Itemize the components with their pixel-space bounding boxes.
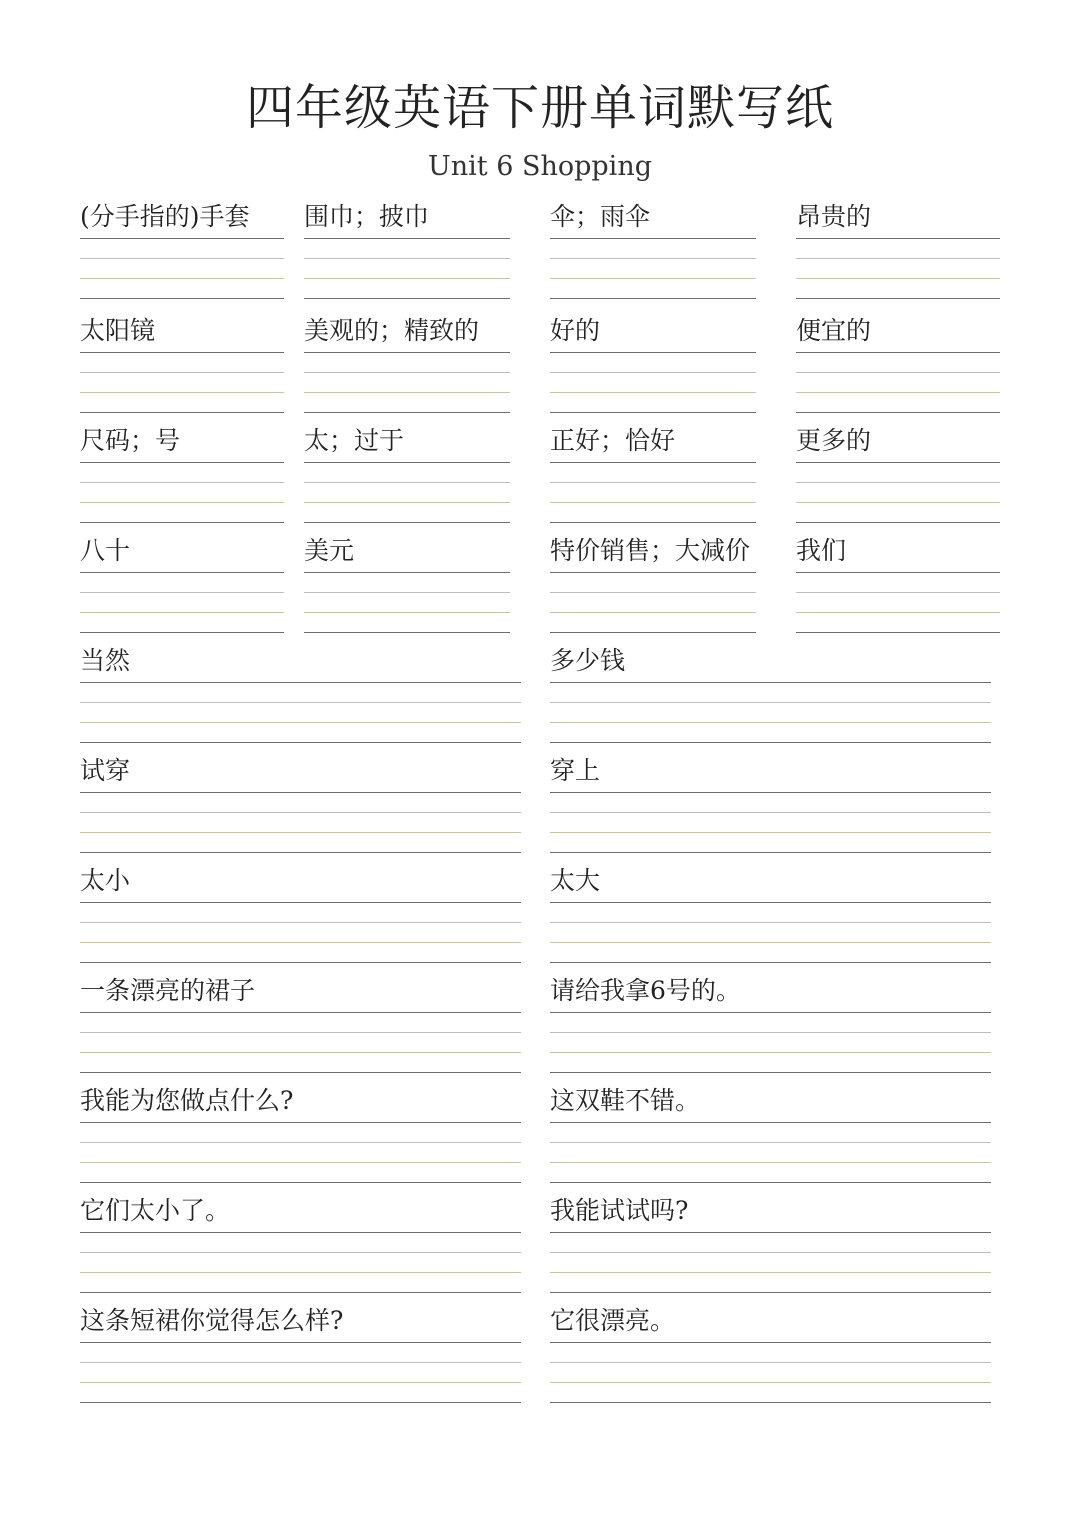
writing-line-4[interactable] (550, 632, 756, 633)
writing-line-3[interactable] (80, 722, 521, 723)
writing-line-4[interactable] (80, 1072, 521, 1073)
writing-line-4[interactable] (80, 298, 284, 299)
writing-line-4[interactable] (550, 742, 991, 743)
unit-subtitle: Unit 6 Shopping (428, 151, 652, 182)
word-cell-label: 太；过于 (304, 426, 405, 455)
phrase-cell-label: 我能试试吗? (550, 1196, 689, 1225)
word-cell (304, 424, 510, 524)
writing-line-2[interactable] (80, 1032, 521, 1033)
writing-line-1[interactable] (80, 682, 521, 683)
word-cell (80, 424, 284, 524)
writing-line-1[interactable] (796, 238, 1000, 239)
writing-line-3[interactable] (80, 942, 521, 943)
writing-line-3[interactable] (550, 722, 991, 723)
writing-line-1[interactable] (80, 572, 284, 573)
word-cell (80, 314, 284, 414)
writing-line-3[interactable] (80, 502, 284, 503)
writing-line-2[interactable] (550, 1032, 991, 1033)
writing-line-3[interactable] (550, 1382, 991, 1383)
word-cell (550, 424, 756, 524)
writing-line-1[interactable] (80, 1342, 521, 1343)
writing-line-4[interactable] (80, 962, 521, 963)
writing-line-2[interactable] (550, 702, 991, 703)
writing-line-2[interactable] (550, 1252, 991, 1253)
phrase-cell (550, 974, 991, 1074)
word-cell-label: 太阳镜 (80, 316, 156, 345)
phrase-cell-label: 我能为您做点什么? (80, 1086, 294, 1115)
writing-line-2[interactable] (550, 482, 756, 483)
writing-line-3[interactable] (550, 612, 756, 613)
writing-line-1[interactable] (550, 792, 991, 793)
writing-line-2[interactable] (80, 922, 521, 923)
phrase-cell-label: 穿上 (550, 756, 601, 785)
word-cell-label: 更多的 (796, 426, 872, 455)
writing-line-3[interactable] (550, 1162, 991, 1163)
word-cell (796, 534, 1000, 634)
writing-line-2[interactable] (304, 482, 510, 483)
phrase-cell (550, 754, 991, 854)
writing-line-2[interactable] (80, 592, 284, 593)
writing-line-2[interactable] (550, 922, 991, 923)
word-cell-label: 我们 (796, 536, 847, 565)
writing-line-2[interactable] (80, 372, 284, 373)
writing-line-2[interactable] (550, 592, 756, 593)
writing-line-4[interactable] (550, 1292, 991, 1293)
writing-line-1[interactable] (304, 572, 510, 573)
phrase-cell-label: 这条短裙你觉得怎么样? (80, 1306, 344, 1335)
writing-line-4[interactable] (550, 298, 756, 299)
sheet-title: 四年级英语下册单词默写纸 (245, 80, 834, 136)
word-cell-label: 便宜的 (796, 316, 872, 345)
writing-line-1[interactable] (80, 1232, 521, 1233)
writing-line-2[interactable] (80, 482, 284, 483)
writing-line-2[interactable] (80, 258, 284, 259)
writing-line-1[interactable] (796, 352, 1000, 353)
writing-line-3[interactable] (304, 392, 510, 393)
writing-line-1[interactable] (304, 462, 510, 463)
writing-line-1[interactable] (550, 238, 756, 239)
writing-line-2[interactable] (796, 592, 1000, 593)
word-cell (304, 314, 510, 414)
writing-line-3[interactable] (796, 502, 1000, 503)
writing-line-3[interactable] (80, 1272, 521, 1273)
word-cell (550, 200, 756, 300)
writing-line-3[interactable] (796, 392, 1000, 393)
writing-line-1[interactable] (550, 1012, 991, 1013)
writing-line-2[interactable] (304, 258, 510, 259)
word-cell (80, 534, 284, 634)
writing-line-3[interactable] (550, 832, 991, 833)
writing-line-2[interactable] (304, 592, 510, 593)
writing-line-1[interactable] (550, 902, 991, 903)
phrase-cell (80, 1304, 521, 1404)
writing-line-1[interactable] (80, 462, 284, 463)
writing-line-2[interactable] (80, 1362, 521, 1363)
phrase-cell-label: 这双鞋不错。 (550, 1086, 701, 1115)
writing-line-1[interactable] (80, 238, 284, 239)
writing-line-4[interactable] (550, 1402, 991, 1403)
writing-line-1[interactable] (80, 352, 284, 353)
phrase-cell (80, 974, 521, 1074)
writing-line-4[interactable] (796, 412, 1000, 413)
phrase-cell (550, 864, 991, 964)
writing-line-3[interactable] (550, 278, 756, 279)
phrase-cell (550, 1084, 991, 1184)
writing-line-2[interactable] (550, 1142, 991, 1143)
writing-line-3[interactable] (550, 1052, 991, 1053)
writing-line-1[interactable] (550, 572, 756, 573)
word-cell (550, 534, 756, 634)
writing-line-4[interactable] (550, 1072, 991, 1073)
writing-line-4[interactable] (550, 412, 756, 413)
writing-line-2[interactable] (80, 702, 521, 703)
writing-line-3[interactable] (796, 278, 1000, 279)
writing-line-4[interactable] (550, 1182, 991, 1183)
phrase-cell (550, 644, 991, 744)
writing-line-4[interactable] (796, 522, 1000, 523)
writing-line-4[interactable] (550, 962, 991, 963)
word-cell-label: 昂贵的 (796, 202, 872, 231)
writing-line-3[interactable] (80, 392, 284, 393)
word-cell-label: 美观的；精致的 (304, 316, 480, 345)
writing-line-4[interactable] (80, 1292, 521, 1293)
writing-line-4[interactable] (80, 1402, 521, 1403)
writing-line-4[interactable] (304, 522, 510, 523)
word-cell (796, 314, 1000, 414)
writing-line-4[interactable] (80, 522, 284, 523)
writing-line-1[interactable] (550, 1342, 991, 1343)
writing-line-2[interactable] (796, 482, 1000, 483)
writing-line-1[interactable] (550, 1232, 991, 1233)
writing-line-2[interactable] (550, 1362, 991, 1363)
writing-line-2[interactable] (80, 812, 521, 813)
writing-line-4[interactable] (796, 632, 1000, 633)
writing-line-4[interactable] (80, 852, 521, 853)
phrase-cell-label: 它很漂亮。 (550, 1306, 676, 1335)
writing-line-3[interactable] (80, 1052, 521, 1053)
writing-line-2[interactable] (550, 258, 756, 259)
writing-line-1[interactable] (304, 352, 510, 353)
writing-line-1[interactable] (80, 1122, 521, 1123)
writing-line-4[interactable] (304, 412, 510, 413)
word-cell-label: 围巾；披巾 (304, 202, 430, 231)
word-cell-label: 正好；恰好 (550, 426, 676, 455)
writing-line-3[interactable] (80, 278, 284, 279)
phrase-cell-label: 试穿 (80, 756, 131, 785)
writing-line-3[interactable] (80, 1382, 521, 1383)
writing-line-1[interactable] (796, 462, 1000, 463)
word-cell-label: 尺码；号 (80, 426, 181, 455)
phrase-cell-label: 它们太小了。 (80, 1196, 231, 1225)
word-cell-label: 伞；雨伞 (550, 202, 651, 231)
phrase-cell (80, 754, 521, 854)
writing-line-3[interactable] (796, 612, 1000, 613)
writing-line-4[interactable] (304, 632, 510, 633)
phrase-cell (80, 644, 521, 744)
phrase-cell (80, 864, 521, 964)
writing-line-3[interactable] (80, 612, 284, 613)
word-cell-label: 美元 (304, 536, 355, 565)
writing-line-4[interactable] (80, 742, 521, 743)
phrase-cell (80, 1084, 521, 1184)
writing-line-2[interactable] (796, 258, 1000, 259)
writing-line-3[interactable] (304, 612, 510, 613)
writing-line-4[interactable] (796, 298, 1000, 299)
writing-line-3[interactable] (550, 392, 756, 393)
writing-line-4[interactable] (80, 412, 284, 413)
word-cell (796, 424, 1000, 524)
writing-line-2[interactable] (80, 1252, 521, 1253)
writing-line-2[interactable] (550, 812, 991, 813)
writing-line-1[interactable] (80, 1012, 521, 1013)
writing-line-1[interactable] (550, 682, 991, 683)
writing-line-1[interactable] (550, 1122, 991, 1123)
writing-line-4[interactable] (80, 632, 284, 633)
phrase-cell-label: 太小 (80, 866, 131, 895)
phrase-cell (550, 1304, 991, 1404)
phrase-cell-label: 一条漂亮的裙子 (80, 976, 256, 1005)
writing-line-3[interactable] (304, 502, 510, 503)
word-cell (304, 200, 510, 300)
phrase-cell (550, 1194, 991, 1294)
phrase-cell-label: 多少钱 (550, 646, 626, 675)
writing-line-1[interactable] (80, 792, 521, 793)
writing-line-2[interactable] (550, 372, 756, 373)
word-cell-label: 好的 (550, 316, 601, 345)
writing-line-4[interactable] (80, 1182, 521, 1183)
phrase-cell (80, 1194, 521, 1294)
word-cell (80, 200, 284, 300)
word-cell-label: 八十 (80, 536, 131, 565)
writing-line-2[interactable] (796, 372, 1000, 373)
word-cell (550, 314, 756, 414)
writing-line-3[interactable] (550, 1272, 991, 1273)
writing-line-1[interactable] (80, 902, 521, 903)
writing-line-1[interactable] (550, 352, 756, 353)
writing-line-1[interactable] (796, 572, 1000, 573)
writing-line-4[interactable] (304, 298, 510, 299)
writing-line-3[interactable] (80, 1162, 521, 1163)
word-cell (796, 200, 1000, 300)
word-cell-label: 特价销售；大减价 (550, 536, 751, 565)
writing-line-1[interactable] (304, 238, 510, 239)
word-cell-label: (分手指的)手套 (80, 202, 250, 231)
writing-line-4[interactable] (550, 522, 756, 523)
word-cell (304, 534, 510, 634)
writing-line-3[interactable] (550, 942, 991, 943)
phrase-cell-label: 请给我拿6号的。 (550, 976, 741, 1005)
writing-line-4[interactable] (550, 852, 991, 853)
phrase-cell-label: 当然 (80, 646, 131, 675)
phrase-cell-label: 太大 (550, 866, 601, 895)
writing-line-3[interactable] (80, 832, 521, 833)
writing-line-1[interactable] (550, 462, 756, 463)
writing-line-2[interactable] (304, 372, 510, 373)
writing-line-3[interactable] (550, 502, 756, 503)
writing-line-3[interactable] (304, 278, 510, 279)
writing-line-2[interactable] (80, 1142, 521, 1143)
